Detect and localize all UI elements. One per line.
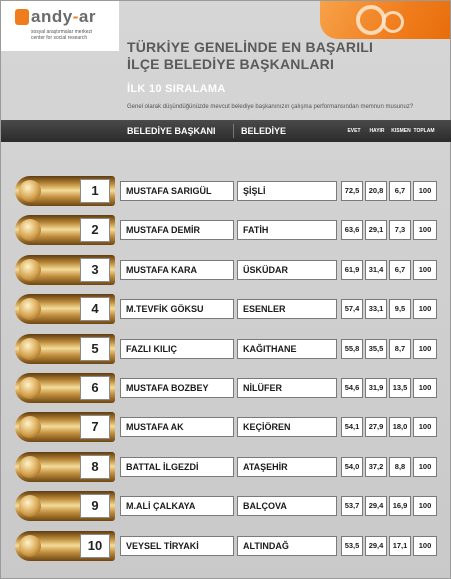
kismen-value: 6,7 <box>389 181 411 201</box>
hayir-value: 31,4 <box>365 260 387 280</box>
header-divider <box>233 124 234 138</box>
hayir-value: 29,1 <box>365 220 387 240</box>
mayor-name: BATTAL İLGEZDİ <box>120 457 234 477</box>
rank-badge: 4 <box>80 297 110 321</box>
evet-value: 54,6 <box>341 378 363 398</box>
evet-value: 55,8 <box>341 339 363 359</box>
rank-badge: 5 <box>80 337 110 361</box>
table-row <box>1 414 451 440</box>
table-row <box>1 454 451 480</box>
municipality-name: ŞİŞLİ <box>237 181 337 201</box>
municipality-name: ALTINDAĞ <box>237 536 337 556</box>
header-kismen: KISMEN <box>391 128 411 134</box>
logo-subtitle: sosyal araştırmalar merkezi center for social research <box>31 29 93 41</box>
hayir-value: 27,9 <box>365 417 387 437</box>
evet-value: 53,5 <box>341 536 363 556</box>
table-row <box>1 375 451 401</box>
toplam-value: 100 <box>413 417 437 437</box>
toplam-value: 100 <box>413 260 437 280</box>
kismen-value: 16,9 <box>389 496 411 516</box>
hayir-value: 33,1 <box>365 299 387 319</box>
toplam-value: 100 <box>413 457 437 477</box>
evet-value: 57,4 <box>341 299 363 319</box>
evet-value: 54,0 <box>341 457 363 477</box>
evet-value: 72,5 <box>341 181 363 201</box>
survey-question: Genel olarak düşündüğünüzde mevcut belediye başkanınızın çalışma performansından memnun musunuz? <box>127 104 414 110</box>
evet-value: 53,7 <box>341 496 363 516</box>
rank-badge: 6 <box>80 376 110 400</box>
table-row <box>1 296 451 322</box>
table-row <box>1 217 451 243</box>
page-title: TÜRKİYE GENELİNDE EN BAŞARILI İLÇE BELEDİYE BAŞKANLARI <box>127 39 374 72</box>
kismen-value: 17,1 <box>389 536 411 556</box>
mayor-name: M.TEVFİK GÖKSU <box>120 299 234 319</box>
table-row <box>1 178 451 204</box>
municipality-name: NİLÜFER <box>237 378 337 398</box>
municipality-name: ÜSKÜDAR <box>237 260 337 280</box>
evet-value: 63,6 <box>341 220 363 240</box>
hayir-value: 29,4 <box>365 536 387 556</box>
rank-badge: 10 <box>80 534 110 558</box>
municipality-name: FATİH <box>237 220 337 240</box>
municipality-name: KEÇİÖREN <box>237 417 337 437</box>
ring-icon <box>382 11 404 33</box>
rank-badge: 9 <box>80 494 110 518</box>
kismen-value: 8,8 <box>389 457 411 477</box>
mayor-name: MUSTAFA DEMİR <box>120 220 234 240</box>
subtitle: İLK 10 SIRALAMA <box>127 83 226 95</box>
kismen-value: 13,5 <box>389 378 411 398</box>
logo <box>1 1 119 51</box>
hayir-value: 31,9 <box>365 378 387 398</box>
mayor-name: MUSTAFA AK <box>120 417 234 437</box>
mayor-name: MUSTAFA KARA <box>120 260 234 280</box>
table-row <box>1 493 451 519</box>
mayor-name: FAZLI KILIÇ <box>120 339 234 359</box>
municipality-name: ESENLER <box>237 299 337 319</box>
rank-badge: 8 <box>80 455 110 479</box>
header-toplam: TOPLAM <box>413 128 435 134</box>
kismen-value: 6,7 <box>389 260 411 280</box>
rank-badge: 2 <box>80 218 110 242</box>
table-row <box>1 533 451 559</box>
table-header <box>1 120 451 142</box>
header-municipality: BELEDİYE <box>241 126 287 136</box>
logo-text: andy-ar <box>31 7 96 26</box>
header-name: BELEDİYE BAŞKANI <box>127 126 216 136</box>
hayir-value: 37,2 <box>365 457 387 477</box>
toplam-value: 100 <box>413 496 437 516</box>
kismen-value: 9,5 <box>389 299 411 319</box>
municipality-name: KAĞITHANE <box>237 339 337 359</box>
toplam-value: 100 <box>413 339 437 359</box>
toplam-value: 100 <box>413 536 437 556</box>
corner-decoration <box>320 1 450 39</box>
rank-badge: 3 <box>80 258 110 282</box>
municipality-name: BALÇOVA <box>237 496 337 516</box>
municipality-name: ATAŞEHİR <box>237 457 337 477</box>
kismen-value: 8,7 <box>389 339 411 359</box>
toplam-value: 100 <box>413 299 437 319</box>
hayir-value: 35,5 <box>365 339 387 359</box>
logo-mark-icon <box>15 9 29 25</box>
mayor-name: MUSTAFA SARIGÜL <box>120 181 234 201</box>
table-row <box>1 257 451 283</box>
evet-value: 54,1 <box>341 417 363 437</box>
table-row <box>1 336 451 362</box>
hayir-value: 29,4 <box>365 496 387 516</box>
header-hayir: HAYIR <box>369 128 385 134</box>
rank-badge: 7 <box>80 415 110 439</box>
toplam-value: 100 <box>413 378 437 398</box>
header-evet: EVET <box>347 128 361 134</box>
toplam-value: 100 <box>413 181 437 201</box>
mayor-name: VEYSEL TİRYAKİ <box>120 536 234 556</box>
hayir-value: 20,8 <box>365 181 387 201</box>
rank-badge: 1 <box>80 179 110 203</box>
toplam-value: 100 <box>413 220 437 240</box>
evet-value: 61,9 <box>341 260 363 280</box>
mayor-name: MUSTAFA BOZBEY <box>120 378 234 398</box>
kismen-value: 18,0 <box>389 417 411 437</box>
mayor-name: M.ALİ ÇALKAYA <box>120 496 234 516</box>
kismen-value: 7,3 <box>389 220 411 240</box>
